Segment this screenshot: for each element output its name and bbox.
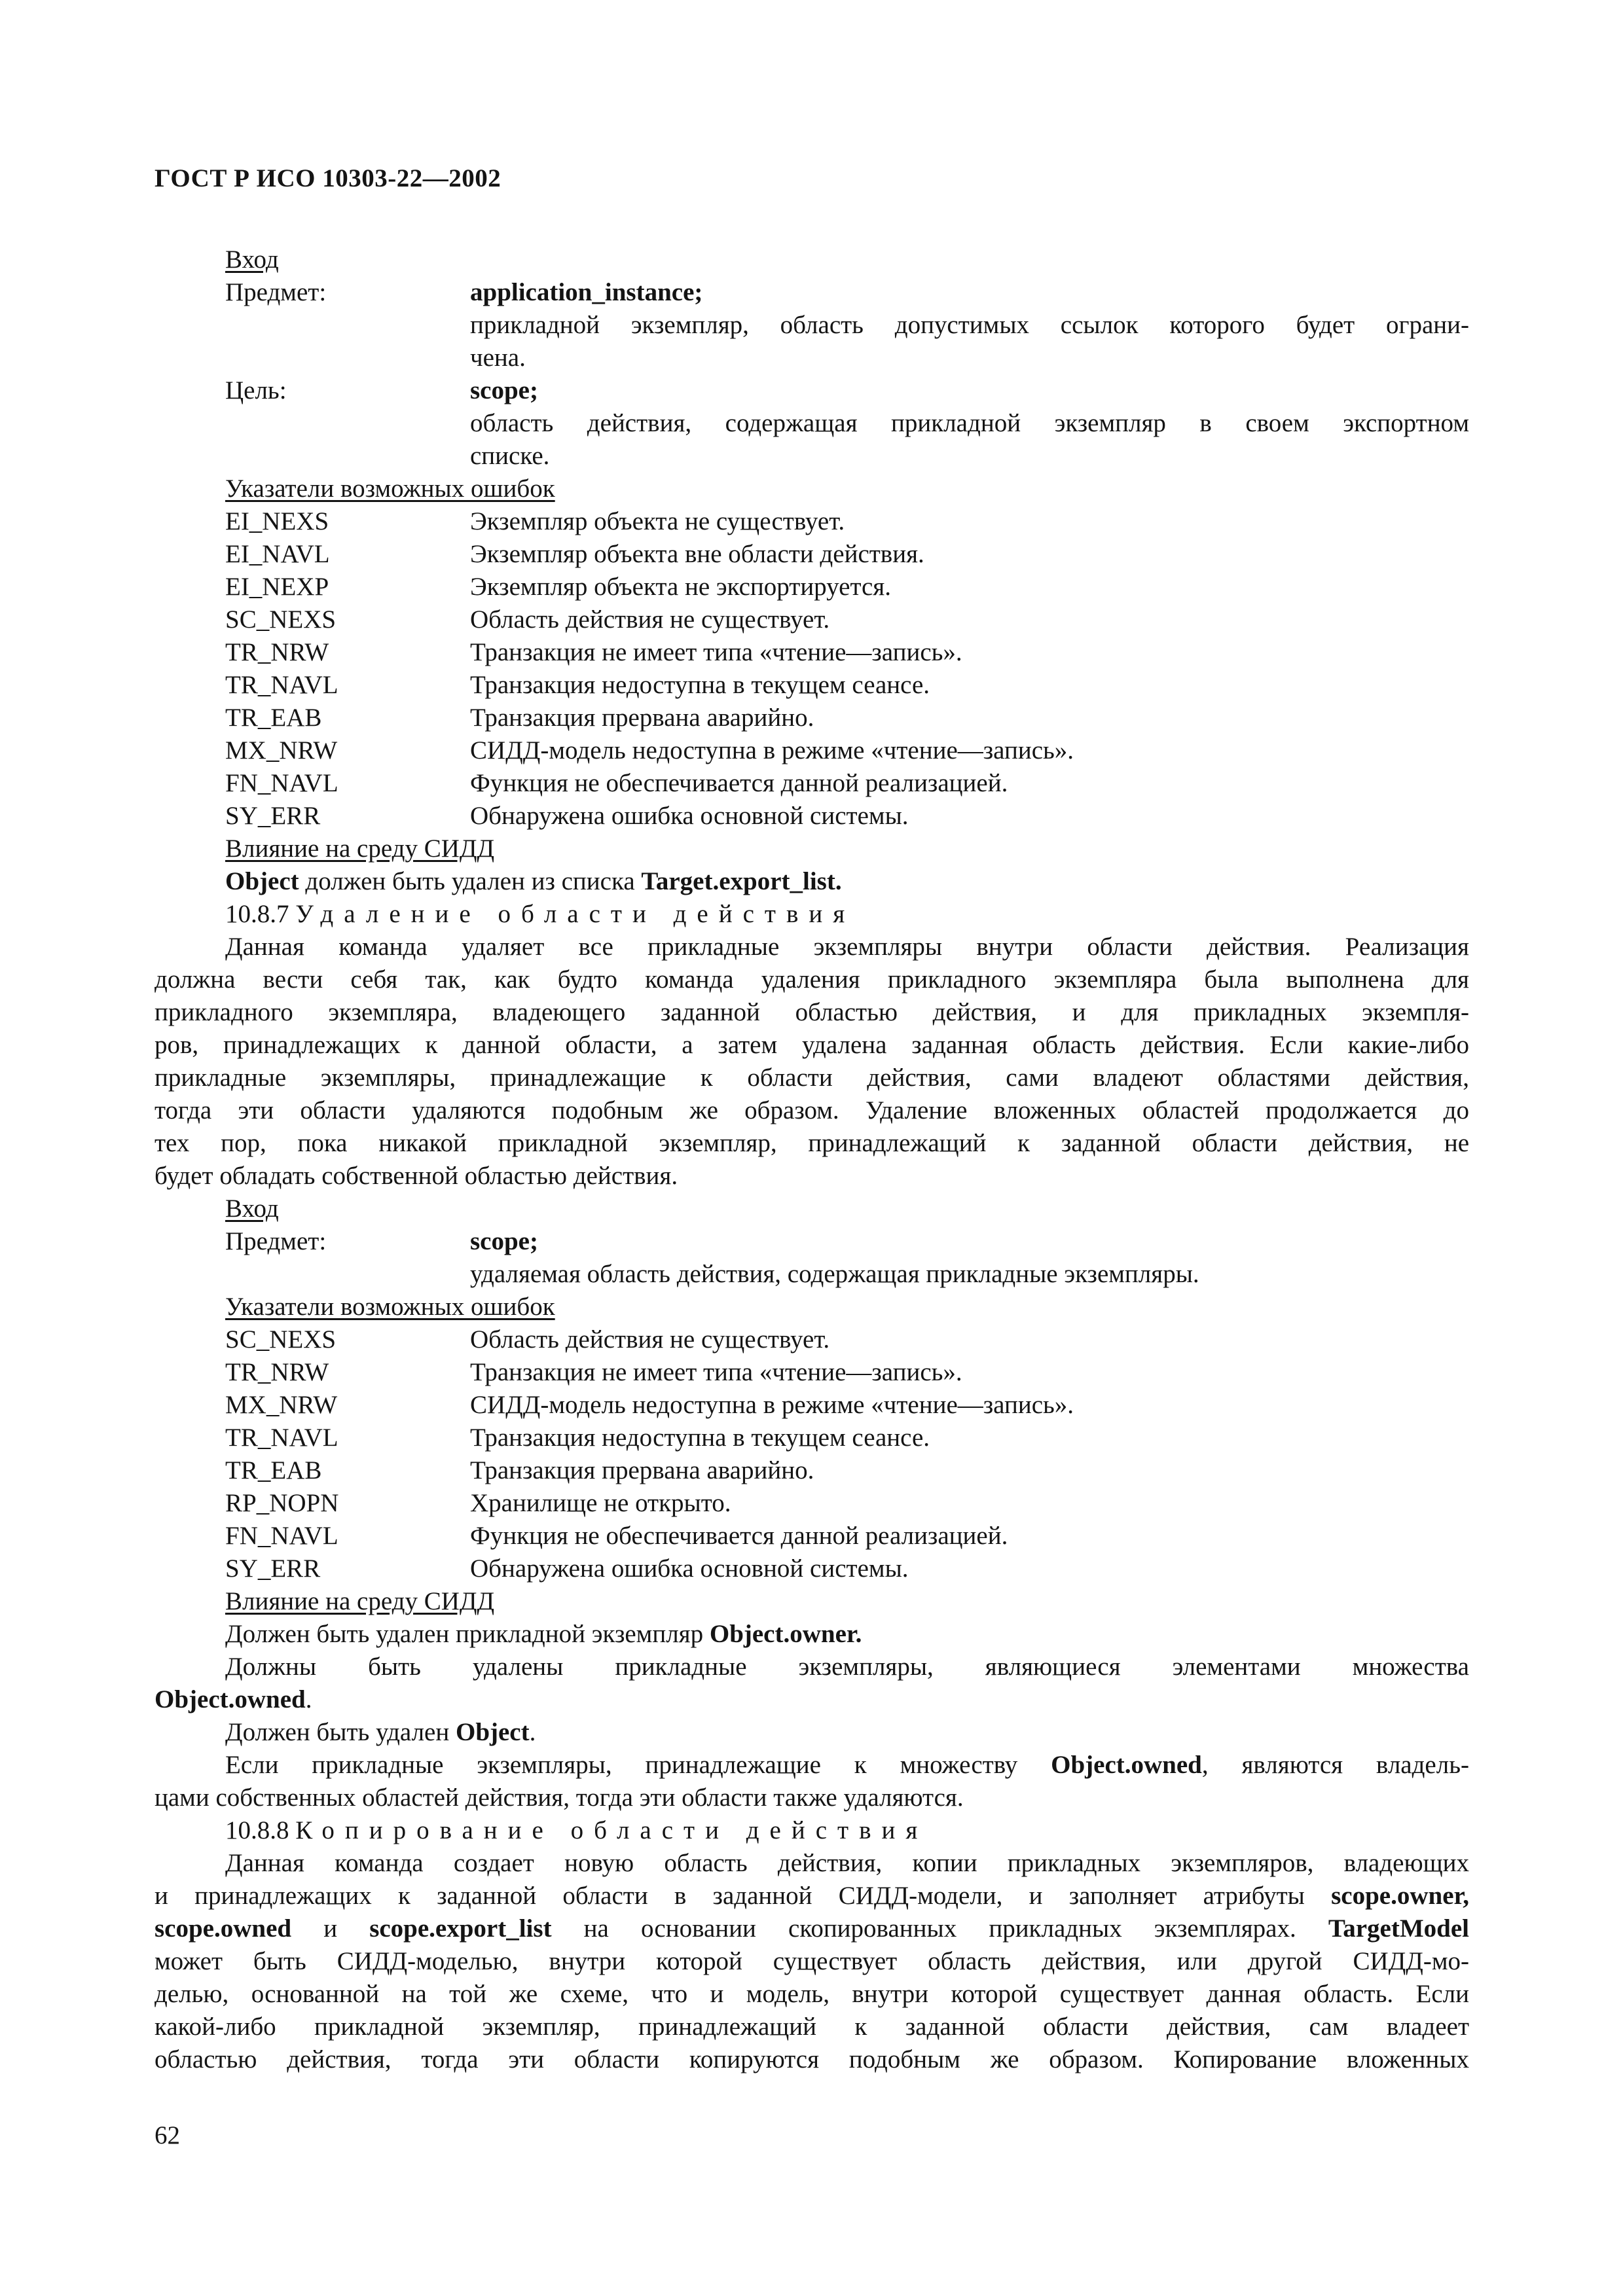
error-code: SY_ERR (225, 802, 321, 830)
error-text: Экземпляр объекта вне области действия. (470, 540, 924, 568)
section-heading-10-8-8 (225, 1814, 928, 1847)
paragraph-line: прикладные экземпляры, принадлежащие к области действия, сами владеют областями действия, (155, 1064, 1469, 1092)
effect-text: должен быть удален из списка (299, 867, 642, 895)
error-code: TR_NRW (225, 1358, 329, 1386)
error-code: TR_NAVL (225, 671, 338, 699)
error-code: SC_NEXS (225, 1325, 337, 1354)
effect-label: Влияние на среду СИДД (225, 1587, 495, 1615)
effect-statement: Должны быть удалены прикладные экземпляры, являющиеся элементами множества (225, 1653, 1469, 1681)
paragraph-term: scope.export_list (369, 1914, 552, 1943)
paragraph-term: scope.owner, (1331, 1882, 1469, 1910)
target-description-cont: списке. (470, 442, 550, 470)
error-code: EI_NEXS (225, 507, 329, 535)
error-text: СИДД-модель недоступна в режиме «чтение—запись». (470, 1391, 1074, 1419)
paragraph-text: на основании скопированных прикладных экземплярах. (551, 1914, 1328, 1943)
effect-statement (225, 865, 842, 898)
error-code: SY_ERR (225, 1554, 321, 1583)
error-text: Транзакция недоступна в текущем сеансе. (470, 671, 930, 699)
effect-text: . (305, 1685, 312, 1713)
document-header: ГОСТ Р ИСО 10303-22—2002 (155, 164, 501, 192)
subject-description: прикладной экземпляр, область допустимых ссылок которого будет ограни- (470, 311, 1469, 339)
error-text: Область действия не существует. (470, 1325, 830, 1354)
paragraph-line: должна вести себя так, как будто команда удаления прикладного экземпляра была выполнена для (155, 965, 1469, 994)
effect-text: , являются владель- (1201, 1751, 1469, 1779)
section-heading-10-8-7 (225, 898, 855, 931)
error-code: TR_EAB (225, 1456, 322, 1484)
effect-object: Object.owned (1051, 1751, 1202, 1779)
error-text: Функция не обеспечивается данной реализацией. (470, 1522, 1008, 1550)
paragraph-line: Данная команда создает новую область действия, копии прикладных экземпляров, владеющих (225, 1849, 1469, 1877)
subject-name: scope; (470, 1227, 538, 1255)
subject-label: Предмет: (225, 278, 327, 306)
effect-statement-cont: цами собственных областей действия, тогда эти области также удаляются. (155, 1784, 964, 1812)
effect-object: Object.owner. (709, 1620, 862, 1648)
effect-label: Влияние на среду СИДД (225, 834, 495, 863)
error-text: Транзакция не имеет типа «чтение—запись». (470, 1358, 962, 1386)
error-text: Транзакция прервана аварийно. (470, 704, 814, 732)
paragraph-term: TargetModel (1328, 1914, 1469, 1943)
subject-description-cont: чена. (470, 344, 526, 372)
page-number: 62 (155, 2121, 180, 2149)
error-code: EI_NAVL (225, 540, 330, 568)
effect-object: Object (225, 867, 299, 895)
paragraph-line: может быть СИДД-моделью, внутри которой существует область действия, или другой СИДД-мо- (155, 1947, 1469, 1975)
paragraph-line: тех пор, пока никакой прикладной экземпляр, принадлежащий к заданной области действия, не (155, 1129, 1469, 1157)
paragraph-line: тогда эти области удаляются подобным же образом. Удаление вложенных областей продолжается до (155, 1096, 1469, 1124)
target-description: область действия, содержащая прикладной экземпляр в своем экспортном (470, 409, 1469, 437)
error-code: FN_NAVL (225, 1522, 338, 1550)
effect-statement-cont (155, 1683, 312, 1716)
paragraph-line: Данная команда удаляет все прикладные экземпляры внутри области действия. Реализация (225, 933, 1469, 961)
input-label: Вход (225, 1194, 279, 1223)
effect-text: Должен быть удален (225, 1718, 456, 1746)
paragraph-line: прикладного экземпляра, владеющего заданной областью действия, и для прикладных экземпля- (155, 998, 1469, 1026)
section-number: 10.8.8 (225, 1816, 289, 1844)
effect-text: . (529, 1718, 536, 1746)
error-code: TR_NRW (225, 638, 329, 666)
subject-label: Предмет: (225, 1227, 327, 1255)
paragraph-line: ров, принадлежащих к данной области, а затем удалена заданная область действия. Если какие-либо (155, 1031, 1469, 1059)
subject-description: удаляемая область действия, содержащая прикладные экземпляры. (470, 1260, 1199, 1288)
error-text: Область действия не существует. (470, 605, 830, 634)
error-text: Обнаружена ошибка основной системы. (470, 802, 909, 830)
section-number: 10.8.7 (225, 900, 289, 928)
section-title: Удаление области действия (295, 900, 856, 928)
error-text: Транзакция не имеет типа «чтение—запись». (470, 638, 962, 666)
error-code: MX_NRW (225, 736, 338, 764)
target-label: Цель: (225, 376, 287, 404)
errors-label: Указатели возможных ошибок (225, 475, 555, 503)
effect-text: Должен быть удален прикладной экземпляр (225, 1620, 710, 1648)
paragraph-line: какой-либо прикладной экземпляр, принадлежащий к заданной области действия, сам владеет (155, 2013, 1469, 2041)
effect-text: Если прикладные экземпляры, принадлежащие к множеству (225, 1751, 1051, 1779)
section-title: Копирование области действия (295, 1816, 928, 1844)
error-code: SC_NEXS (225, 605, 337, 634)
error-text: Транзакция прервана аварийно. (470, 1456, 814, 1484)
error-code: RP_NOPN (225, 1489, 339, 1517)
target-name: scope; (470, 376, 538, 404)
error-text: СИДД-модель недоступна в режиме «чтение—запись». (470, 736, 1074, 764)
error-text: Хранилище не открыто. (470, 1489, 731, 1517)
paragraph-term: scope.owned (155, 1914, 292, 1943)
paragraph-text: и принадлежащих к заданной области в заданной СИДД-модели, и заполняет атрибуты (155, 1882, 1332, 1910)
effect-object: Object (455, 1718, 530, 1746)
paragraph-line (155, 1912, 1469, 1945)
paragraph-text: и (291, 1914, 370, 1943)
error-code: EI_NEXP (225, 573, 329, 601)
effect-target: Target.export_list. (641, 867, 842, 895)
error-code: MX_NRW (225, 1391, 338, 1419)
effect-statement (225, 1716, 536, 1749)
input-label: Вход (225, 245, 279, 274)
error-text: Экземпляр объекта не существует. (470, 507, 845, 535)
effect-statement (225, 1749, 1469, 1782)
effect-object: Object.owned (155, 1685, 306, 1713)
error-code: TR_NAVL (225, 1424, 338, 1452)
paragraph-line: делью, основанной на той же схеме, что и модель, внутри которой существует данная область. Если (155, 1980, 1469, 2008)
effect-statement (225, 1618, 862, 1651)
error-code: FN_NAVL (225, 769, 338, 797)
subject-name: application_instance; (470, 278, 703, 306)
errors-label: Указатели возможных ошибок (225, 1293, 555, 1321)
error-text: Экземпляр объекта не экспортируется. (470, 573, 891, 601)
error-text: Обнаружена ошибка основной системы. (470, 1554, 909, 1583)
error-code: TR_EAB (225, 704, 322, 732)
paragraph-line: областью действия, тогда эти области копируются подобным же образом. Копирование вложенных (155, 2045, 1469, 2073)
paragraph-line: будет обладать собственной областью действия. (155, 1162, 678, 1190)
paragraph-line (155, 1880, 1469, 1912)
error-text: Транзакция недоступна в текущем сеансе. (470, 1424, 930, 1452)
error-text: Функция не обеспечивается данной реализацией. (470, 769, 1008, 797)
